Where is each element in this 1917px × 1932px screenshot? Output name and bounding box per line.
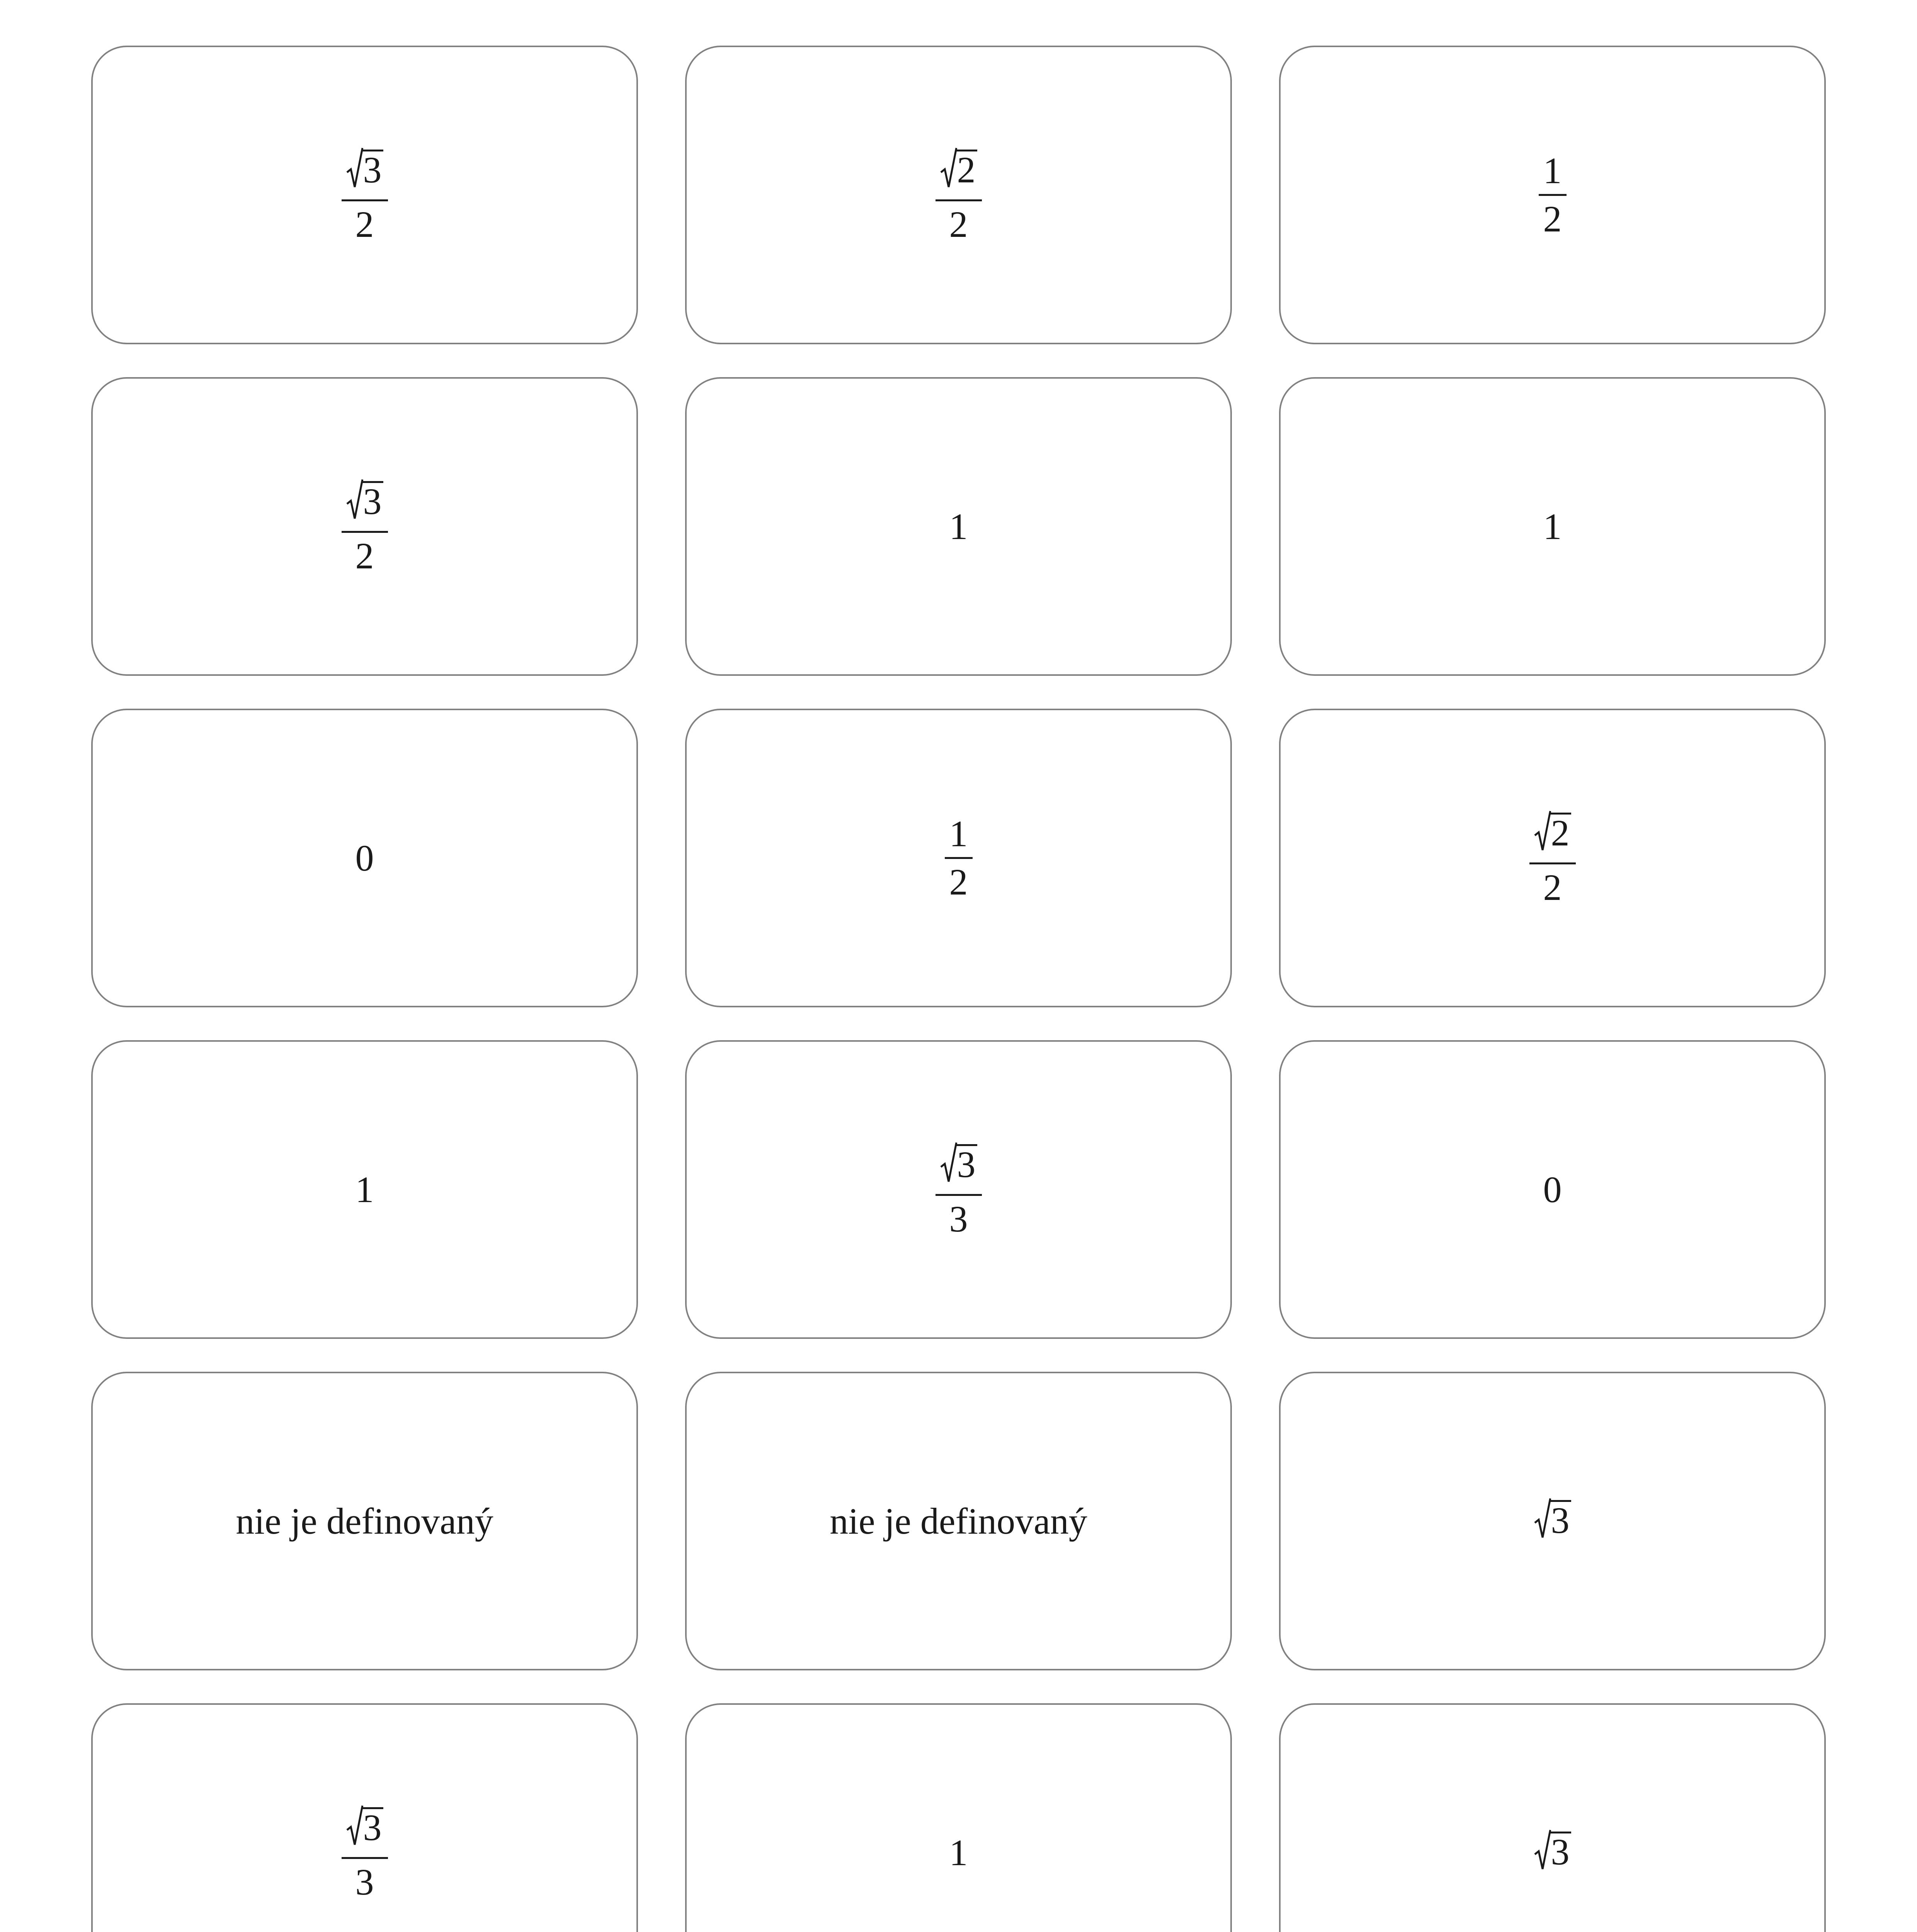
card-r2-c1 <box>91 377 638 676</box>
card-text: nie je definovaný <box>830 1500 1087 1542</box>
card-r4-c2 <box>685 1040 1232 1339</box>
sqrt <box>1534 810 1571 852</box>
sqrt <box>346 1804 383 1846</box>
sqrt <box>346 147 383 189</box>
sqrt <box>1534 1497 1571 1539</box>
fraction <box>342 478 388 575</box>
card-r6-c1 <box>91 1703 638 1932</box>
card-r4-c1 <box>91 1040 638 1339</box>
card-value: 1 <box>949 1832 968 1873</box>
card-r1-c2 <box>685 46 1232 344</box>
card-r2-c3 <box>1279 377 1826 676</box>
radicand: 3 <box>362 150 383 189</box>
card-r5-c2 <box>685 1372 1232 1670</box>
denominator: 3 <box>355 1861 374 1903</box>
denominator: 2 <box>1543 867 1562 908</box>
fraction <box>1539 152 1567 238</box>
radicand: 3 <box>956 1144 977 1183</box>
sqrt <box>346 478 383 520</box>
radicand: 2 <box>956 150 977 189</box>
card-r1-c1 <box>91 46 638 344</box>
card-r4-c3 <box>1279 1040 1826 1339</box>
denominator: 3 <box>949 1198 968 1240</box>
denominator: 2 <box>949 204 968 245</box>
sqrt <box>940 1141 977 1183</box>
denominator: 2 <box>355 535 374 577</box>
card-value: 0 <box>1543 1168 1562 1210</box>
card-grid <box>91 46 1826 1932</box>
card-r5-c1 <box>91 1372 638 1670</box>
card-text: nie je definovaný <box>236 1500 493 1542</box>
numerator: 1 <box>1539 152 1567 196</box>
card-r6-c3 <box>1279 1703 1826 1932</box>
radicand: 3 <box>1550 1832 1571 1871</box>
card-r6-c2 <box>685 1703 1232 1932</box>
radicand: 3 <box>362 1807 383 1846</box>
card-r3-c1 <box>91 709 638 1007</box>
fraction <box>342 1804 388 1901</box>
fraction <box>936 1141 982 1238</box>
fraction <box>342 147 388 243</box>
card-r5-c3 <box>1279 1372 1826 1670</box>
card-value: 1 <box>1543 505 1562 547</box>
radicand: 3 <box>1550 1500 1571 1539</box>
card-value: 1 <box>355 1168 374 1210</box>
card-value: 1 <box>949 505 968 547</box>
radicand: 3 <box>362 481 383 520</box>
numerator: 1 <box>945 815 973 859</box>
card-r3-c3 <box>1279 709 1826 1007</box>
fraction <box>945 815 973 901</box>
card-value: 0 <box>355 837 374 879</box>
sqrt <box>1534 1829 1571 1871</box>
fraction <box>936 147 982 243</box>
denominator: 2 <box>355 204 374 245</box>
sqrt <box>940 147 977 189</box>
card-r2-c2 <box>685 377 1232 676</box>
denominator: 2 <box>1543 198 1562 240</box>
card-r3-c2 <box>685 709 1232 1007</box>
fraction <box>1529 810 1576 906</box>
denominator: 2 <box>949 861 968 903</box>
card-r1-c3 <box>1279 46 1826 344</box>
radicand: 2 <box>1550 813 1571 852</box>
